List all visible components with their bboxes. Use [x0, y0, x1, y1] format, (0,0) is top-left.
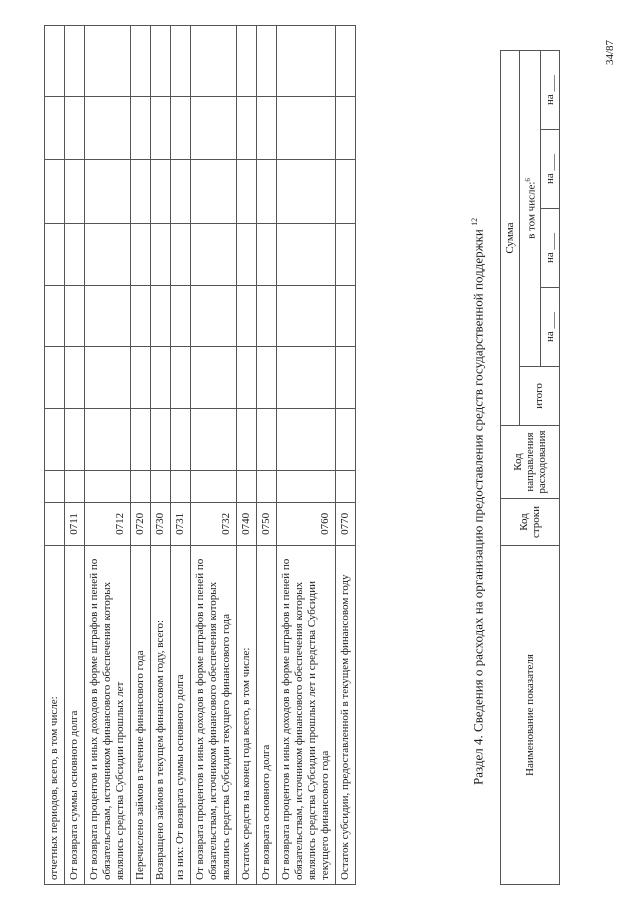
value-cell: [257, 285, 277, 347]
value-cell: [131, 26, 151, 97]
value-cell: [45, 26, 65, 97]
value-cell: [277, 409, 336, 471]
value-cell: [237, 409, 257, 471]
value-cell: [171, 223, 191, 285]
value-cell: [191, 347, 237, 409]
value-cell: [171, 285, 191, 347]
value-cell: [257, 223, 277, 285]
value-cell: [151, 409, 171, 471]
table-row: [131, 26, 151, 885]
header-on-1: на ___: [540, 288, 559, 367]
header-on-2: на ___: [540, 209, 559, 288]
value-cell: [85, 285, 131, 347]
table-row: [191, 26, 237, 885]
value-cell: [65, 285, 85, 347]
value-cell: [45, 96, 65, 160]
header-code: Код строки: [501, 499, 560, 546]
value-cell: [191, 409, 237, 471]
header-sum: Сумма: [501, 51, 520, 426]
value-cell: [171, 26, 191, 97]
value-cell: [237, 285, 257, 347]
row-code: 0760: [277, 502, 336, 545]
value-cell: [277, 160, 336, 224]
row-code: [45, 502, 65, 545]
row-label: Остаток средств на конец года всего, в том числе:: [237, 546, 257, 885]
value-cell: [151, 96, 171, 160]
value-cell: [277, 223, 336, 285]
value-cell: [171, 96, 191, 160]
value-cell: [336, 285, 356, 347]
page-number: 34/87: [604, 39, 616, 65]
table-row: [277, 26, 336, 885]
row-label: От возврата процентов и иных доходов в форме штрафов и пеней по обязательствам, источником финансового обеспечения которых являлись средства Субсидии прошлых лет и средства Субсидии текущего финансового года: [277, 546, 336, 885]
value-cell: [237, 223, 257, 285]
value-cell: [336, 26, 356, 97]
table-row: [257, 26, 277, 885]
value-cell: [45, 470, 65, 502]
row-code: 0732: [191, 502, 237, 545]
value-cell: [257, 470, 277, 502]
row-label: из них: От возврата суммы основного долга: [171, 546, 191, 885]
header-on-3: на ___: [540, 130, 559, 209]
value-cell: [45, 409, 65, 471]
row-code: 0731: [171, 502, 191, 545]
value-cell: [131, 160, 151, 224]
header-direction: Код направления расходования: [501, 426, 560, 499]
value-cell: [151, 223, 171, 285]
row-code: 0720: [131, 502, 151, 545]
row-code: 0740: [237, 502, 257, 545]
value-cell: [85, 96, 131, 160]
value-cell: [85, 409, 131, 471]
header-incl: в том числе:$^6$: [520, 51, 541, 367]
value-cell: [191, 160, 237, 224]
financial-table: [44, 25, 356, 885]
value-cell: [257, 26, 277, 97]
value-cell: [131, 347, 151, 409]
row-code: 0730: [151, 502, 171, 545]
value-cell: [191, 223, 237, 285]
value-cell: [45, 285, 65, 347]
value-cell: [237, 96, 257, 160]
row-label: От возврата суммы основного долга: [65, 546, 85, 885]
row-label: От возврата процентов и иных доходов в форме штрафов и пеней по обязательствам, источником финансового обеспечения которых являлись средства Субсидии прошлых лет: [85, 546, 131, 885]
header-on-4: на ___: [540, 51, 559, 130]
value-cell: [277, 285, 336, 347]
value-cell: [85, 470, 131, 502]
value-cell: [191, 285, 237, 347]
table-row: [336, 26, 356, 885]
value-cell: [191, 26, 237, 97]
value-cell: [257, 96, 277, 160]
expenses-table: [500, 50, 560, 885]
table-row: [151, 26, 171, 885]
value-cell: [191, 470, 237, 502]
value-cell: [151, 26, 171, 97]
table-row: [237, 26, 257, 885]
value-cell: [85, 160, 131, 224]
value-cell: [151, 470, 171, 502]
table-row: [65, 26, 85, 885]
value-cell: [131, 470, 151, 502]
value-cell: [277, 96, 336, 160]
value-cell: [65, 26, 85, 97]
row-label: Остаток субсидии, предоставленной в текущем финансовом году: [336, 546, 356, 885]
value-cell: [131, 96, 151, 160]
header-total: итого: [520, 367, 560, 426]
value-cell: [65, 96, 85, 160]
value-cell: [336, 96, 356, 160]
value-cell: [45, 160, 65, 224]
value-cell: [65, 347, 85, 409]
footnote-mark: 12: [470, 217, 479, 226]
table-row: [85, 26, 131, 885]
value-cell: [257, 347, 277, 409]
value-cell: [85, 26, 131, 97]
value-cell: [151, 160, 171, 224]
row-code: 0711: [65, 502, 85, 545]
value-cell: [277, 347, 336, 409]
value-cell: [237, 160, 257, 224]
row-code: 0750: [257, 502, 277, 545]
value-cell: [336, 409, 356, 471]
value-cell: [336, 347, 356, 409]
row-code: 0770: [336, 502, 356, 545]
value-cell: [191, 96, 237, 160]
value-cell: [45, 223, 65, 285]
value-cell: [131, 409, 151, 471]
value-cell: [171, 470, 191, 502]
row-label: Перечислено займов в течение финансового года: [131, 546, 151, 885]
row-label: Возвращено займов в текущем финансовом году, всего:: [151, 546, 171, 885]
header-name: Наименование показателя: [501, 546, 560, 885]
value-cell: [171, 160, 191, 224]
value-cell: [171, 409, 191, 471]
value-cell: [336, 160, 356, 224]
value-cell: [171, 347, 191, 409]
value-cell: [131, 285, 151, 347]
value-cell: [277, 26, 336, 97]
value-cell: [65, 470, 85, 502]
row-code: 0712: [85, 502, 131, 545]
value-cell: [257, 160, 277, 224]
value-cell: [237, 26, 257, 97]
row-label: отчетных периодов, всего, в том числе:: [45, 546, 65, 885]
value-cell: [237, 347, 257, 409]
value-cell: [85, 347, 131, 409]
value-cell: [85, 223, 131, 285]
value-cell: [131, 223, 151, 285]
value-cell: [65, 223, 85, 285]
value-cell: [257, 409, 277, 471]
row-label: От возврата процентов и иных доходов в форме штрафов и пеней по обязательствам, источником финансового обеспечения которых являлись средства Субсидии текущего финансового года: [191, 546, 237, 885]
value-cell: [336, 470, 356, 502]
table-row: [45, 26, 65, 885]
value-cell: [65, 160, 85, 224]
value-cell: [277, 470, 336, 502]
value-cell: [336, 223, 356, 285]
value-cell: [65, 409, 85, 471]
row-label: От возврата основного долга: [257, 546, 277, 885]
value-cell: [45, 347, 65, 409]
table-row: [171, 26, 191, 885]
value-cell: [151, 347, 171, 409]
value-cell: [237, 470, 257, 502]
section-4-title: Раздел 4. Сведения о расходах на организацию предоставления средств государственной поддержки $^{12}$: [470, 217, 486, 785]
value-cell: [151, 285, 171, 347]
